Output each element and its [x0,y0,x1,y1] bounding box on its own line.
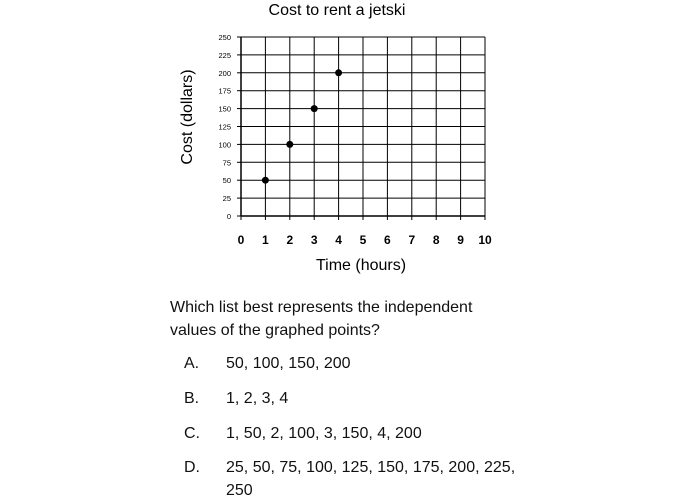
x-tick-label: 10 [478,233,492,247]
y-tick-label: 125 [218,122,231,132]
y-tick-label: 50 [222,176,231,186]
x-tick-label: 3 [310,233,318,247]
x-tick-label: 4 [335,233,342,247]
x-tick-label: 9 [457,233,464,247]
y-tick-label: 25 [222,194,231,204]
y-tick-label: 225 [218,50,231,60]
x-tick-label: 5 [359,233,367,247]
x-tick-label: 8 [432,233,440,247]
chart-grid [241,37,485,216]
choice-text: 25, 50, 75, 100, 125, 150, 175, 200, 225, 250 [226,459,516,499]
chart-title: Cost to rent a jetski [268,2,406,19]
x-tick-labels [238,233,492,247]
x-tick-label: 1 [262,233,269,247]
choice-text: 50, 100, 150, 200 [226,355,351,372]
question-text: Which list best represents the independent values of the graphed points? [170,299,473,339]
y-tick-label: 75 [222,158,231,168]
x-tick-label: 2 [286,233,294,247]
choice-text: 1, 2, 3, 4 [226,390,289,407]
x-tick-label: 0 [237,233,245,247]
y-tick-label: 250 [218,33,231,42]
y-tick-label: 200 [218,68,231,78]
y-tick-label: 100 [218,140,231,150]
choice-letter: B. [184,390,200,407]
x-tick-label: 7 [408,233,416,247]
data-point [286,141,293,148]
y-axis-label: Cost (dollars) [179,69,196,165]
y-tick-label: 0 [226,212,231,221]
choice-letter: A. [184,355,200,372]
y-tick-label: 150 [218,104,231,114]
choice-letter: C. [184,425,200,442]
data-point [335,69,342,76]
y-tick-label: 175 [218,86,231,96]
y-tick-labels [218,33,231,221]
chart-axes [237,37,485,220]
x-tick-label: 6 [384,233,391,247]
choice-text: 1, 50, 2, 100, 3, 150, 4, 200 [226,425,422,442]
data-point [311,105,318,112]
data-point [262,177,269,184]
x-axis-label: Time (hours) [315,257,407,274]
choice-letter: D. [184,459,200,476]
